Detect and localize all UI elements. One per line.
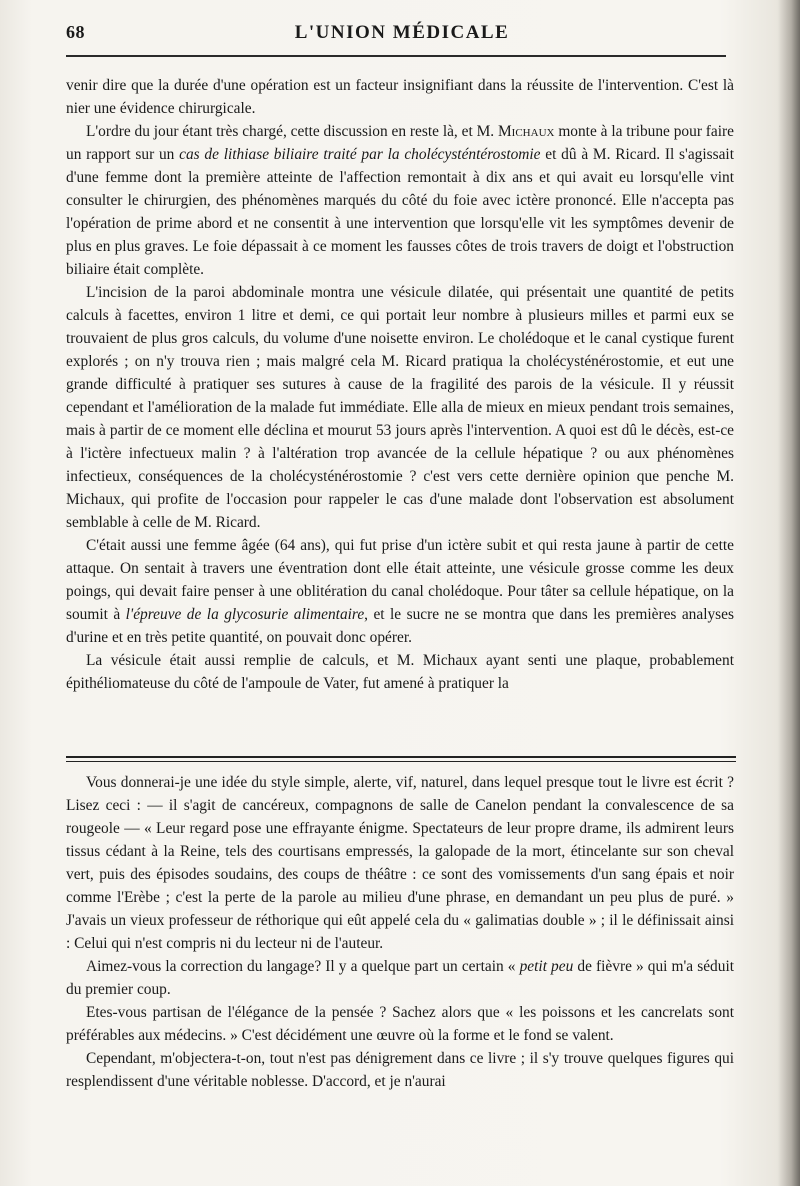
case-title-italic: cas de lithiase biliaire traité par la cholécysténtérostomie [179,146,541,163]
paragraph-4-text-a: C'était aussi une femme âgée (64 ans), qui fut prise d'un ictère subit et qui resta jaune à partir de cette attaque. On sentait à travers une éventration dont elle était atteinte, une vésicule grosse comme les deux poings, qui devait faire penser à une oblitération du canal cholédoque. Pour tâter sa cellule hépatique, on la soumit à [66,537,734,623]
binding-shadow [778,0,800,1186]
running-header [66,22,738,46]
paragraph-2 [66,120,734,281]
test-name-italic: l'épreuve de la glycosurie alimentaire [125,606,365,623]
quote-italic: petit peu [519,958,574,975]
feuilleton-paragraph-2-text-b: de fièvre » qui m'a séduit du premier coup. [66,958,734,998]
paragraph-4 [66,534,734,649]
feuilleton-section [66,771,734,1093]
page-number: 68 [66,22,85,42]
feuilleton-paragraph-1: Vous donnerai-je une idée du style simple, alerte, vif, naturel, dans lequel presque tout le livre est écrit ? Lisez ceci : — il s'agit de cancéreux, compagnons de salle de Canelon pendant la convalescence de sa rougeole — « Leur regard pose une effrayante énigme. Spectateurs de leur propre drame, ils admirent leurs tissus cédant à la Reine, tels des courtisans empressés, la galopade de la mort, étincelante sur son cheval vert, puis des épisodes soudains, des coups de théâtre : ce sont des vomissements d'un sang épais et noir comme l'Erèbe ; c'est la perte de la parole au milieu d'une phrase, en demandant un peu plus de puré. » J'avais un vieux professeur de réthorique qui eût appelé cela du « galimatias double » ; il le définissait ainsi : Celui qui n'est compris ni du lecteur ni de l'auteur. [66,774,734,952]
journal-title: L'UNION MÉDICALE [294,22,510,43]
paragraph-2-text-c: et dû à M. Ricard. Il s'agissait d'une femme dont la première atteinte de l'affection remontait à dix ans et qui avait eu lorsqu'elle vint consulter le chirurgien, des phénomènes marqués du côté du foie avec ictère prononcé. Elle n'accepta pas l'opération de prime abord et ne consentit à une intervention que lorsqu'elle vit les symptômes devenir de plus en plus graves. Le foie dépassait à ce moment les fausses côtes de trois travers de doigt et l'obstruction biliaire était complète. [66,146,734,278]
feuilleton-rule-thick [66,756,736,758]
paragraph-2-text-a: L'ordre du jour étant très chargé, cette discussion en reste là, et M. [86,123,498,140]
feuilleton-rule-thin [66,761,736,762]
paragraph-3: L'incision de la paroi abdominale montra une vésicule dilatée, qui présentait une quantité de petits calculs à facettes, environ 1 litre et demi, ce qui portait leur nombre à plusieurs milles et parmi eux se trouvaient de plus gros calculs, du volume d'une noisette environ. Le cholédoque et le canal cystique furent explorés ; on n'y trouva rien ; mais malgré cela M. Ricard pratiqua la cholécysténérostomie, et eut une grande difficulté à pratiquer ses sutures à cause de la fragilité des parois de la vésicule. Il y réussit cependant et l'amélioration de la malade fut immédiate. Elle alla de mieux en mieux pendant trois semaines, mais à partir de ce moment elle déclina et mourut 53 jours après l'intervention. A quoi est dû le décès, est-ce à l'ictère infectueux malin ? à l'altération trop avancée de la cellule hépatique ? ou aux phénomènes infectieux, conséquences de la cholécysténérostomie ? c'est vers cette dernière opinion que penche M. Michaux, qui profite de l'occasion pour rappeler le cas d'une malade dont l'observation est absolument semblable à celle de M. Ricard. [66,284,734,531]
feuilleton-paragraph-2 [66,955,734,1001]
paragraph-2-text-b: monte à la tribune pour faire un rapport sur un [66,123,734,163]
feuilleton-paragraph-3: Etes-vous partisan de l'élégance de la pensée ? Sachez alors que « les poissons et les cancrelats sont préférables aux médecins. » C'est décidément une œuvre où la forme et le fond se valent. [66,1004,734,1044]
paragraph-4-text-b: , et le sucre ne se montra que dans les premières analyses d'urine et en très petite quantité, on pouvait donc opérer. [66,606,734,646]
feuilleton-paragraph-2-text-a: Aimez-vous la correction du langage? Il y a quelque part un certain « [86,958,520,975]
author-name-michaux: Michaux [498,123,555,140]
article-section [66,74,734,695]
paragraph-5: La vésicule était aussi remplie de calculs, et M. Michaux ayant senti une plaque, probablement épithéliomateuse du côté de l'ampoule de Vater, fut amené à pratiquer la [66,652,734,692]
feuilleton-paragraph-4: Cependant, m'objectera-t-on, tout n'est pas dénigrement dans ce livre ; il s'y trouve quelques figures qui resplendissent d'une véritable noblesse. D'accord, et je n'aurai [66,1050,734,1090]
paragraph-1: venir dire que la durée d'une opération est un facteur insignifiant dans la réussite de l'intervention. C'est là nier une évidence chirurgicale. [66,77,734,117]
header-rule [66,55,726,57]
